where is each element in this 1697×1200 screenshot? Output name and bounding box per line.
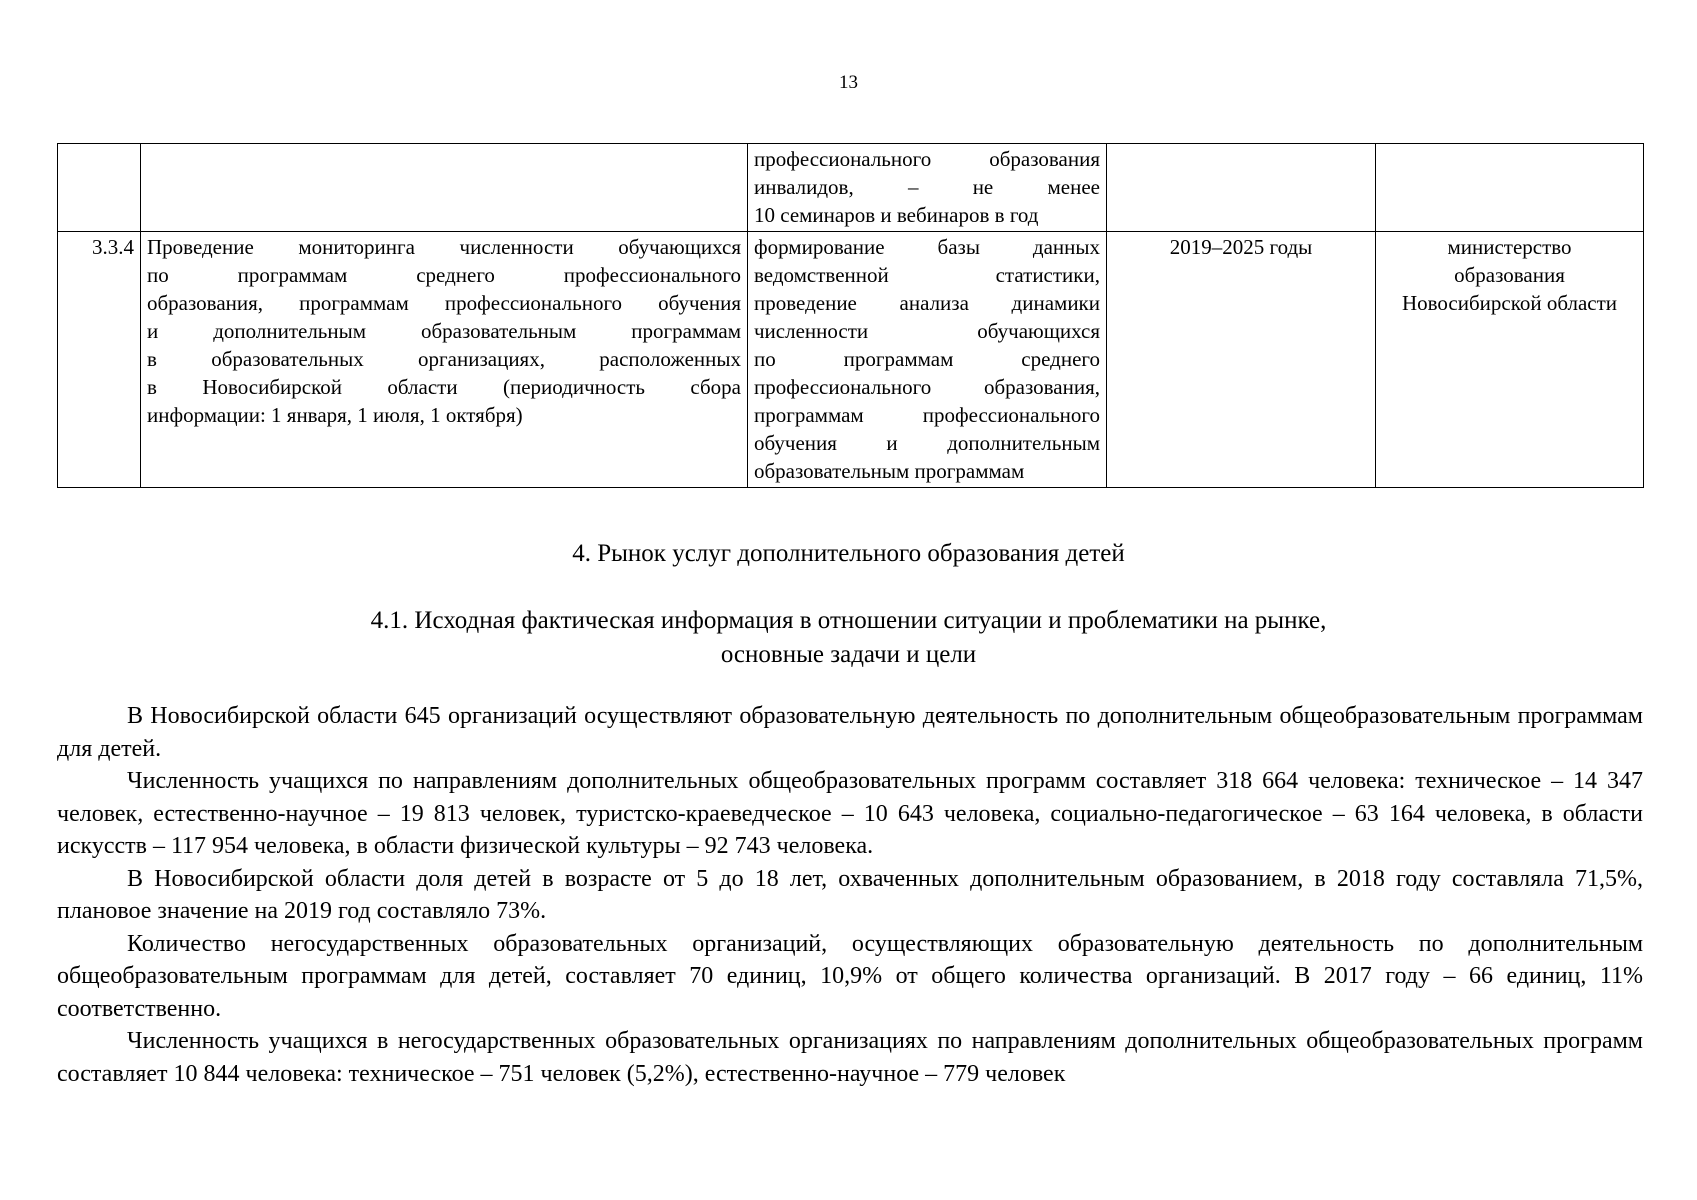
page-number: 13: [839, 72, 858, 93]
paragraph: В Новосибирской области 645 организаций осуществляют образовательную деятельность по дополнительным общеобразовательным программам для детей.: [57, 703, 1643, 762]
action-plan-table: [57, 143, 1644, 488]
table-cell-responsible: [1376, 232, 1644, 488]
cell-line: обучения и дополнительным: [754, 431, 1100, 455]
table-cell-responsible: [1376, 144, 1644, 232]
table-cell-number: 3.3.4: [58, 232, 141, 488]
paragraph: В Новосибирской области доля детей в возрасте от 5 до 18 лет, охваченных дополнительным образованием, в 2018 году составляла 71,5%, плановое значение на 2019 год составляло 73%.: [57, 865, 1643, 924]
cell-line: по программам среднего: [754, 347, 1100, 371]
cell-line: программам профессионального: [754, 403, 1100, 427]
paragraph: Количество негосударственных образовательных организаций, осуществляющих образовательную деятельность по дополнительным общеобразовательным программам для детей, составляет 70 единиц, 10,9% от общего количества организаций. В 2017 году – 66 единиц, 11% соответственно.: [57, 930, 1643, 1022]
cell-line: в Новосибирской области (периодичность сбора: [147, 375, 741, 399]
table-row-3-3-4: [58, 232, 1644, 488]
cell-line: инвалидов, – не менее: [754, 175, 1100, 199]
table-cell-number: [58, 144, 141, 232]
cell-line: в образовательных организациях, расположенных: [147, 347, 741, 371]
table-cell-event: [141, 232, 748, 488]
cell-line: формирование базы данных: [754, 235, 1100, 259]
cell-line: министерство: [1447, 235, 1572, 259]
cell-line: численности обучающихся: [754, 319, 1100, 343]
subsection-heading-line: основные задачи и цели: [720, 641, 977, 668]
table-cell-period: 2019–2025 годы: [1107, 232, 1376, 488]
cell-line: по программам среднего профессионального: [147, 263, 741, 287]
cell-line: Проведение мониторинга численности обучающихся: [147, 235, 741, 259]
cell-line: 10 семинаров и вебинаров в год: [754, 203, 1039, 227]
cell-line: образовательным программам: [754, 459, 1025, 483]
paragraph: Численность учащихся в негосударственных образовательных организациях по направлениям дополнительных общеобразовательных программ составляет 10 844 человека: техническое – 751 человек (5,2%), естественно-научное – 779 человек: [57, 1028, 1643, 1087]
cell-line: ведомственной статистики,: [754, 263, 1100, 287]
paragraph: Численность учащихся по направлениям дополнительных общеобразовательных программ составляет 318 664 человека: техническое – 14 347 человек, естественно-научное – 19 813 человек, туристско-краеведческое – 10 643 человека, социально-педагогическое – 63 164 человека, в области искусств – 117 954 человека, в области физической культуры – 92 743 человека.: [57, 768, 1643, 859]
table-cell-period: [1107, 144, 1376, 232]
table-cell-event: [141, 144, 748, 232]
cell-line: профессионального образования,: [754, 375, 1100, 399]
subsection-heading-line: 4.1. Исходная фактическая информация в отношении ситуации и проблематики на рынке,: [370, 607, 1327, 634]
cell-line: Новосибирской области: [1401, 291, 1618, 315]
cell-line: образования: [1454, 263, 1565, 287]
table-cell-result: [748, 232, 1107, 488]
cell-line: информации: 1 января, 1 июля, 1 октября): [147, 403, 523, 427]
cell-line: проведение анализа динамики: [754, 291, 1100, 315]
cell-line: и дополнительным образовательным программам: [147, 319, 741, 343]
subsection-heading: [0, 604, 1697, 672]
section-heading: 4. Рынок услуг дополнительного образования детей: [572, 540, 1125, 567]
table-row-continued: [58, 144, 1644, 232]
table-cell-result: [748, 144, 1107, 232]
body-text: [57, 700, 1643, 1090]
cell-line: профессионального образования: [754, 147, 1100, 171]
cell-line: образования, программам профессионального обучения: [147, 291, 741, 315]
